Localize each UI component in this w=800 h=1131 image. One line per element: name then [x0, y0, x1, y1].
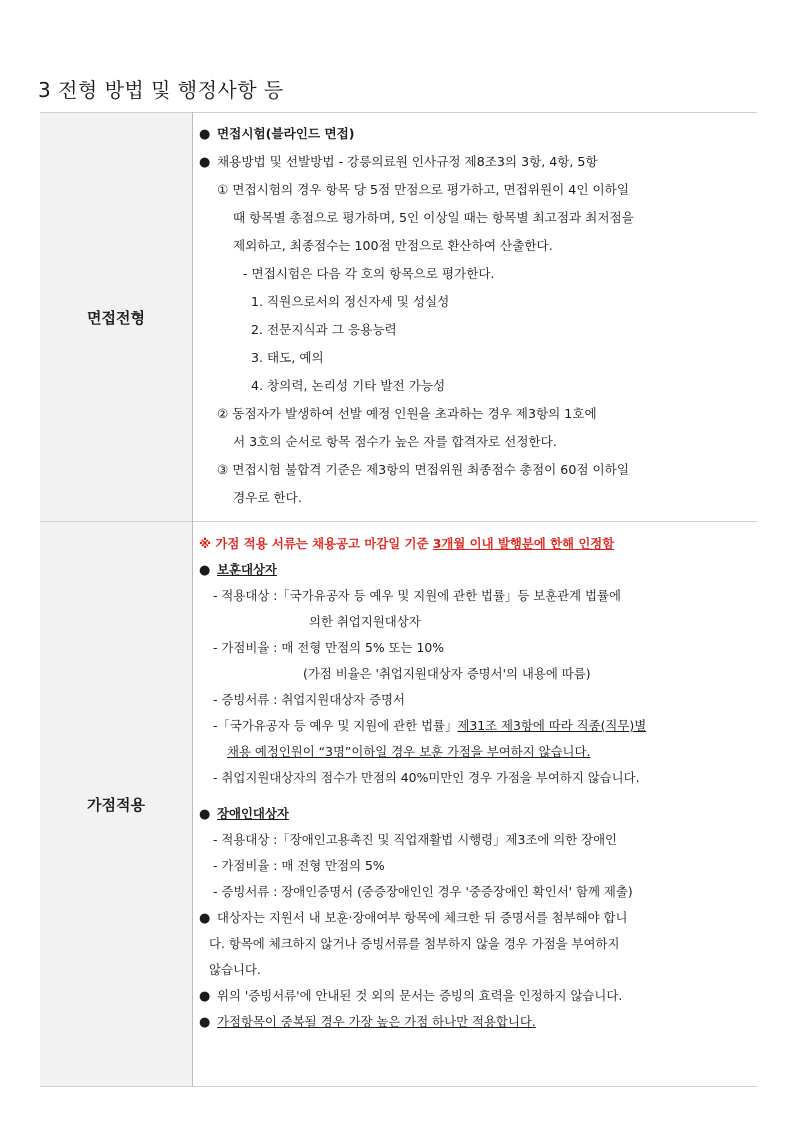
vet-heading: 보훈대상자 — [217, 562, 277, 577]
interview-heading: 면접시험(블라인드 면접) — [217, 126, 355, 141]
interview-heading-line — [199, 120, 756, 148]
vet-docs: - 증빙서류 : 취업지원대상자 증명서 — [213, 692, 405, 707]
interview-p3-l2: 경우로 한다. — [233, 490, 302, 505]
bullet-icon: ● — [199, 155, 211, 170]
dis-docs: - 증빙서류 : 장애인증명서 (중증장애인인 경우 '중증장애인 확인서' 함께 제출) — [213, 884, 633, 899]
interview-item: 3. 태도, 예의 — [251, 350, 324, 365]
page-title: 3 전형 방법 및 행정사항 등 — [38, 78, 284, 102]
vet-rate-l1: - 가점비율 : 매 전형 만점의 5% 또는 10% — [213, 640, 444, 655]
note3: 가점항목이 중복될 경우 가장 높은 가점 하나만 적용합니다. — [217, 1014, 536, 1029]
interview-row — [40, 113, 757, 522]
bonus-label: 가점적용 — [40, 522, 193, 1087]
bullet-icon: ● — [199, 1015, 211, 1030]
vet-law-a: -「국가유공자 등 예우 및 지원에 관한 법률」 — [213, 718, 458, 733]
note1-l3: 않습니다. — [209, 962, 261, 977]
interview-content — [193, 113, 758, 522]
interview-label: 면접전형 — [40, 113, 193, 522]
interview-item: 1. 직원으로서의 정신자세 및 성실성 — [251, 294, 450, 309]
dis-heading: 장애인대상자 — [217, 806, 289, 821]
bullet-icon: ● — [199, 911, 211, 926]
vet-law-b: 제31조 제3항에 따라 직종(직무)별 — [457, 718, 647, 733]
interview-item: 4. 창의력, 논리성 기타 발전 가능성 — [251, 378, 446, 393]
bullet-icon: ● — [199, 989, 211, 1004]
bonus-notice — [199, 531, 756, 557]
interview-p1-l1: ① 면접시험의 경우 항목 당 5점 만점으로 평가하고, 면접위원이 4인 이하일 — [217, 182, 629, 197]
interview-method: 채용방법 및 선발방법 - 강릉의료원 인사규정 제8조3의 3항, 4항, 5항 — [217, 154, 598, 169]
bullet-icon: ● — [199, 563, 211, 578]
interview-item: 2. 전문지식과 그 응용능력 — [251, 322, 397, 337]
bonus-row — [40, 522, 757, 1087]
interview-p2-l1: ② 동점자가 발생하여 선발 예정 인원을 초과하는 경우 제3항의 1호에 — [217, 406, 597, 421]
bonus-notice-a: ※ 가점 적용 서류는 채용공고 마감일 기준 — [199, 536, 433, 551]
note3-line — [199, 1009, 756, 1035]
vet-law-l2: 채용 예정인원이 “3명”이하일 경우 보훈 가점을 부여하지 않습니다. — [227, 744, 591, 759]
interview-p3-l1: ③ 면접시험 불합격 기준은 제3항의 면접위원 최종점수 총점이 60점 이하일 — [217, 462, 629, 477]
bullet-icon: ● — [199, 807, 211, 822]
interview-p1-sub: - 면접시험은 다음 각 호의 항목으로 평가한다. — [243, 266, 495, 281]
note2-line — [199, 983, 756, 1009]
interview-p1-l3: 제외하고, 최종점수는 100점 만점으로 환산하여 산출한다. — [233, 238, 553, 253]
note1-l1-line — [199, 905, 756, 931]
dis-target: - 적용대상 :「장애인고용촉진 및 직업재활법 시행령」제3조에 의한 장애인 — [213, 832, 618, 847]
vet-target-l2: 의한 취업지원대상자 — [309, 614, 421, 629]
vet-target-l1: - 적용대상 :「국가유공자 등 예우 및 지원에 관한 법률」등 보훈관계 법률에 — [213, 588, 621, 603]
interview-p2-l2: 서 3호의 순서로 항목 점수가 높은 자를 합격자로 선정한다. — [233, 434, 557, 449]
note2: 위의 '증빙서류'에 안내된 것 외의 문서는 증빙의 효력을 인정하지 않습니다. — [217, 988, 623, 1003]
bonus-notice-b: 3개월 이내 발행분에 한해 인정함 — [432, 536, 615, 551]
interview-method-line — [199, 148, 756, 176]
bullet-icon: ● — [199, 127, 211, 142]
vet-rate-l2: (가점 비율은 '취업지원대상자 증명서'의 내용에 따름) — [303, 666, 591, 681]
dis-heading-line — [199, 801, 756, 827]
vet-law-l1 — [199, 713, 756, 739]
note1-l2: 다. 항목에 체크하지 않거나 증빙서류를 첨부하지 않을 경우 가점을 부여하지 — [209, 936, 620, 951]
interview-p1-l2: 때 항목별 총점으로 평가하며, 5인 이상일 때는 항목별 최고점과 최저점을 — [233, 210, 634, 225]
dis-rate: - 가점비율 : 매 전형 만점의 5% — [213, 858, 385, 873]
bonus-content — [193, 522, 758, 1087]
info-table — [40, 112, 757, 1087]
note1-l1: 대상자는 지원서 내 보훈‧장애여부 항목에 체크한 뒤 증명서를 첨부해야 합니 — [217, 910, 628, 925]
vet-heading-line — [199, 557, 756, 583]
vet-min: - 취업지원대상자의 점수가 만점의 40%미만인 경우 가점을 부여하지 않습니다. — [213, 770, 640, 785]
